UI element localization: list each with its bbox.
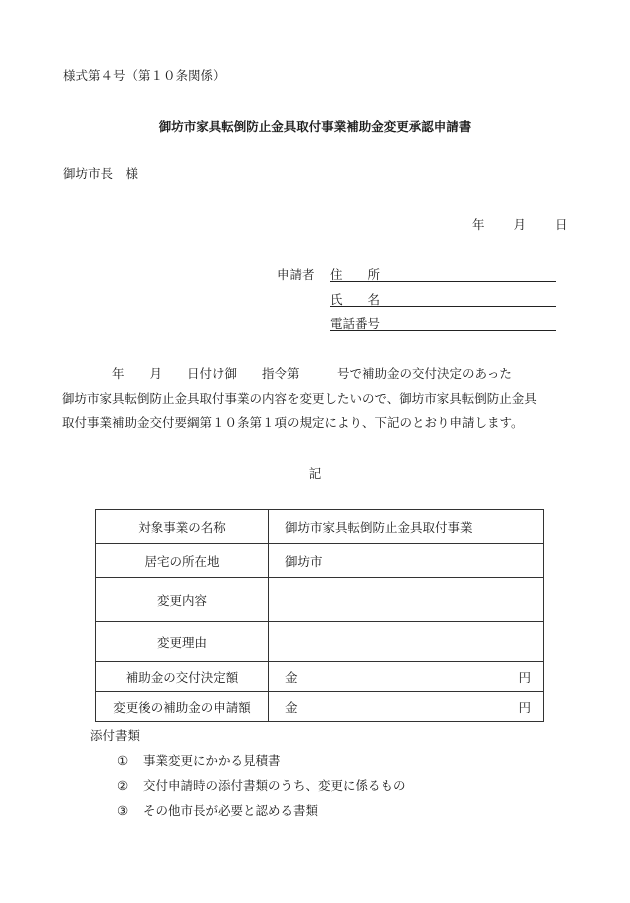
row-value-text: 金	[285, 699, 298, 715]
table-row	[96, 544, 544, 578]
detail-table	[95, 509, 544, 722]
attachment-number: ③	[117, 803, 129, 818]
attachment-text: その他市長が必要と認める書類	[143, 803, 319, 818]
attachments-heading: 添付書類	[90, 728, 141, 743]
row-label: 対象事業の名称	[96, 510, 269, 544]
row-label: 補助金の交付決定額	[96, 662, 269, 692]
attachment-number: ②	[117, 778, 129, 793]
body-line-1: 年 月 日付け御 指令第 号で補助金の交付決定のあった	[62, 366, 512, 381]
form-number: 様式第４号（第１０条関係）	[63, 68, 226, 83]
attachment-text: 事業変更にかかる見積書	[143, 753, 281, 768]
document-title: 御坊市家具転倒防止金具取付事業補助金変更承認申請書	[158, 119, 472, 134]
date-year-label: 年	[472, 217, 485, 232]
row-label: 変更内容	[96, 578, 269, 622]
body-line-2: 御坊市家具転倒防止金具取付事業の内容を変更したいので、御坊市家具転倒防止金具	[62, 390, 537, 406]
table-row	[96, 578, 544, 622]
address-field[interactable]	[330, 265, 556, 282]
name-field[interactable]	[330, 290, 556, 307]
date-day-label: 日	[555, 217, 568, 232]
table-row	[96, 692, 544, 722]
table-row	[96, 622, 544, 662]
date-month-label: 月	[513, 217, 527, 232]
ki-heading: 記	[308, 466, 322, 481]
body-line-3: 取付事業補助金交付要綱第１０条第１項の規定により、下記のとおり申請します。	[62, 415, 524, 430]
row-label: 変更後の補助金の申請額	[96, 692, 269, 722]
row-value[interactable]	[269, 662, 544, 692]
table-row	[96, 510, 544, 544]
addressee: 御坊市長 様	[63, 166, 139, 181]
attachment-text: 交付申請時の添付書類のうち、変更に係るもの	[143, 778, 406, 793]
date-line	[472, 215, 568, 233]
yen-unit: 円	[518, 699, 531, 715]
row-value[interactable]	[269, 692, 544, 722]
name-label: 氏 名	[330, 292, 381, 307]
phone-label: 電話番号	[330, 316, 381, 331]
row-label: 変更理由	[96, 622, 269, 662]
attachment-item	[117, 776, 406, 794]
application-body	[62, 362, 567, 436]
attachment-item	[117, 751, 281, 769]
address-label: 住 所	[330, 267, 381, 282]
table-row	[96, 662, 544, 692]
attachment-number: ①	[117, 753, 129, 768]
applicant-label: 申請者	[277, 267, 315, 282]
row-value[interactable]: 御坊市家具転倒防止金具取付事業	[269, 510, 544, 544]
row-value[interactable]	[269, 622, 544, 662]
row-label: 居宅の所在地	[96, 544, 269, 578]
phone-field[interactable]	[330, 314, 556, 331]
yen-unit: 円	[518, 669, 531, 685]
attachment-item	[117, 801, 318, 819]
row-value-text: 金	[285, 669, 298, 685]
row-value[interactable]: 御坊市	[269, 544, 544, 578]
row-value[interactable]	[269, 578, 544, 622]
